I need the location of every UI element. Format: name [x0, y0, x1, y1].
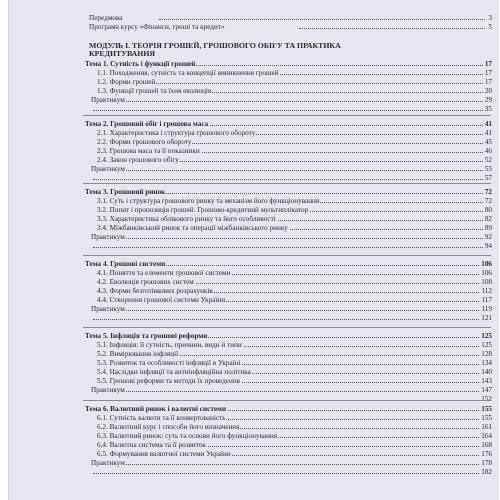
- toc-label: 3.2. Попит і пропозиція грошей. Грошово-кредитний мультиплікатор: [97, 206, 309, 214]
- toc-label: Практикум: [91, 165, 125, 173]
- toc-entry-program: [9, 23, 499, 31]
- toc-page: 140: [481, 368, 492, 376]
- toc-entry: [9, 350, 499, 358]
- toc-label: Програма курсу «Фінанси, гроші та кредит»: [89, 23, 225, 31]
- toc-entry: [9, 314, 499, 322]
- module-title-line2: КРЕДИТУВАННЯ: [89, 49, 156, 58]
- toc-entry: [9, 197, 499, 205]
- module-heading: [9, 42, 499, 50]
- toc-entry: [9, 206, 499, 214]
- toc-page: 94: [484, 242, 492, 250]
- toc-page: 155: [481, 414, 492, 422]
- toc-label: 6.4. Валютна система та її розвиток: [97, 441, 206, 449]
- toc-page: 55: [484, 165, 492, 173]
- toc-label: Передмова: [89, 14, 123, 22]
- toc-page: 143: [481, 377, 492, 385]
- topic-title: Тема 5. Інфляція та грошові реформи: [85, 332, 208, 340]
- toc-page: 164: [481, 432, 492, 440]
- toc-page: 147: [481, 386, 492, 394]
- toc-label: 1.3. Функції грошей та їхня еволюція: [97, 87, 212, 95]
- topic-title: Тема 4. Грошові системи: [85, 260, 166, 268]
- toc-entry: [9, 377, 499, 385]
- toc-page: 45: [484, 138, 492, 146]
- toc-page: 17: [484, 78, 492, 86]
- toc-entry: [9, 87, 499, 95]
- toc-page: 176: [481, 450, 492, 458]
- toc-label: Практикум: [91, 305, 125, 313]
- dot-leader: [159, 193, 485, 194]
- toc-label: 4.1. Поняття та елементи грошової системи: [97, 269, 231, 277]
- toc-page: 125: [481, 341, 492, 349]
- toc-label: Практикум: [91, 233, 125, 241]
- toc-entry: [9, 242, 499, 250]
- toc-page: 57: [484, 174, 492, 182]
- toc-label: 5.4. Наслідки інфляції та антиінфляційна політика: [97, 368, 251, 376]
- toc-page: 80: [484, 206, 492, 214]
- toc-page: 117: [481, 296, 492, 304]
- toc-entry: [9, 188, 499, 196]
- toc-label: 3.3. Характеристика облікового ринку та його особливості: [97, 215, 276, 223]
- toc-entry: [9, 468, 499, 476]
- dot-leader: [93, 179, 485, 180]
- toc-page: 46: [484, 147, 492, 155]
- toc-entry-preface: [9, 14, 499, 22]
- dot-leader: [119, 310, 485, 311]
- dot-leader: [93, 319, 485, 320]
- toc-entry: [9, 129, 499, 137]
- toc-entry: [9, 450, 499, 458]
- toc-entry: [9, 386, 499, 394]
- toc-page: 106: [481, 260, 492, 268]
- dot-leader: [119, 464, 485, 465]
- dot-leader: [119, 170, 485, 171]
- toc-page: 17: [484, 69, 492, 77]
- dot-leader: [119, 83, 485, 84]
- toc-page: 119: [481, 305, 492, 313]
- topic-divider: [83, 115, 491, 116]
- toc-entry: [9, 269, 499, 277]
- toc-page: 112: [481, 287, 492, 295]
- toc-entry: [9, 138, 499, 146]
- toc-page: 82: [484, 215, 492, 223]
- toc-page: 108: [481, 278, 492, 286]
- toc-page: 128: [481, 350, 492, 358]
- toc-label: 2.4. Закон грошового обігу: [97, 156, 179, 164]
- toc-entry: [9, 395, 499, 403]
- toc-entry: [9, 296, 499, 304]
- dot-leader: [119, 391, 485, 392]
- topic-divider: [83, 327, 491, 328]
- toc-page: 152: [481, 395, 492, 403]
- toc-entry: [9, 423, 499, 431]
- toc-entry: [9, 441, 499, 449]
- toc-label: 3.1. Суть і структура грошового ринку та механізм його функціонування: [97, 197, 320, 205]
- toc-entry: [9, 147, 499, 155]
- toc-page: 41: [484, 120, 492, 128]
- topic-divider: [83, 255, 491, 256]
- toc-entry: [9, 96, 499, 104]
- toc-entry: [9, 105, 499, 113]
- toc-page: 72: [484, 197, 492, 205]
- toc-entry: [9, 278, 499, 286]
- toc-page: 41: [484, 129, 492, 137]
- module-heading-cont: [9, 50, 499, 58]
- toc-entry: [9, 78, 499, 86]
- toc-page: 29: [484, 96, 492, 104]
- toc-page: 155: [481, 405, 492, 413]
- dot-leader: [93, 110, 485, 111]
- toc-page: 5: [488, 23, 492, 31]
- toc-entry: [9, 69, 499, 77]
- topic-title: Тема 6. Валютний ринок і валютні системи: [85, 405, 227, 413]
- toc-entry: [9, 432, 499, 440]
- toc-label: 3.4. Міжбанківський ринок та операції міжбанківського ринку: [97, 224, 288, 232]
- toc-entry: [9, 305, 499, 313]
- toc-entry: [9, 260, 499, 268]
- toc-entry: [9, 359, 499, 367]
- toc-label: Практикум: [91, 386, 125, 394]
- toc-label: 5.5. Грошові реформи та методи їх проведення: [97, 377, 240, 385]
- toc-entry: [9, 60, 499, 68]
- toc-label: 2.2. Форми грошового обороту: [97, 138, 192, 146]
- toc-label: 6.2. Валютний курс і способи його визначення: [97, 423, 240, 431]
- toc-entry: [9, 368, 499, 376]
- dot-leader: [119, 101, 485, 102]
- toc-page: 20: [484, 87, 492, 95]
- toc-page: 134: [481, 359, 492, 367]
- toc-label: 5.2. Вимірювання інфляції: [97, 350, 179, 358]
- toc-page: 178: [481, 459, 492, 467]
- toc-page: 17: [484, 60, 492, 68]
- toc-entry: [9, 459, 499, 467]
- topic-title: Тема 3. Грошовий ринок: [85, 188, 166, 196]
- table-of-contents-page: [8, 0, 499, 500]
- toc-label: 6.1. Сутність валюти та її конвертованість: [97, 414, 226, 422]
- toc-page: 89: [484, 224, 492, 232]
- topic-divider: [83, 183, 491, 184]
- toc-page: 92: [484, 233, 492, 241]
- toc-label: 1.2. Форми грошей: [97, 78, 156, 86]
- toc-page: 52: [484, 156, 492, 164]
- toc-page: 121: [481, 314, 492, 322]
- toc-entry: [9, 287, 499, 295]
- toc-label: 6.5. Формування валютної системи України: [97, 450, 231, 458]
- dot-leader: [93, 247, 485, 248]
- toc-label: 5.3. Розвиток та особливості інфляції в Україні: [97, 359, 241, 367]
- toc-label: 4.2. Еволюція грошових систем: [97, 278, 194, 286]
- toc-entry: [9, 215, 499, 223]
- toc-label: Практикум: [91, 459, 125, 467]
- toc-page: 35: [484, 105, 492, 113]
- toc-entry: [9, 405, 499, 413]
- dot-leader: [119, 238, 485, 239]
- toc-label: 1.1. Походження, сутність та концепції виникнення грошей: [97, 69, 279, 77]
- dot-leader: [159, 265, 485, 266]
- toc-entry: [9, 233, 499, 241]
- toc-entry: [9, 341, 499, 349]
- dot-leader: [93, 473, 485, 474]
- toc-page: 72: [484, 188, 492, 196]
- toc-entry: [9, 156, 499, 164]
- toc-entry: [9, 120, 499, 128]
- toc-page: 106: [481, 269, 492, 277]
- toc-label: 2.1. Характеристика і структура грошового обороту: [97, 129, 256, 137]
- topic-divider: [83, 400, 491, 401]
- toc-page: 125: [481, 332, 492, 340]
- toc-page: 161: [481, 423, 492, 431]
- toc-page: 3: [488, 14, 492, 22]
- toc-entry: [9, 224, 499, 232]
- topic-title: Тема 2. Грошовий обіг і грошова маса: [85, 120, 209, 128]
- toc-label: 6.3. Валютний ринок: суть та основи його функціонування: [97, 432, 278, 440]
- toc-label: Практикум: [91, 96, 125, 104]
- toc-label: 5.1. Інфляція: її сутність, причини, види й типи: [97, 341, 242, 349]
- module-title-line1: МОДУЛЬ І. ТЕОРІЯ ГРОШЕЙ, ГРОШОВОГО ОБІГУ ТА ПРАКТИКА: [89, 41, 341, 50]
- toc-entry: [9, 332, 499, 340]
- toc-label: 4.3. Форми безготівкових розрахунків: [97, 287, 213, 295]
- topic-title: Тема 1. Сутність і функції грошей: [85, 60, 196, 68]
- toc-entry: [9, 414, 499, 422]
- toc-label: 2.3. Грошова маса та її показники: [97, 147, 200, 155]
- toc-label: 4.4. Створення грошової системи України: [97, 296, 226, 304]
- dot-leader: [159, 65, 485, 66]
- toc-page: 182: [481, 468, 492, 476]
- toc-entry: [9, 165, 499, 173]
- toc-entry: [9, 174, 499, 182]
- toc-page: 168: [481, 441, 492, 449]
